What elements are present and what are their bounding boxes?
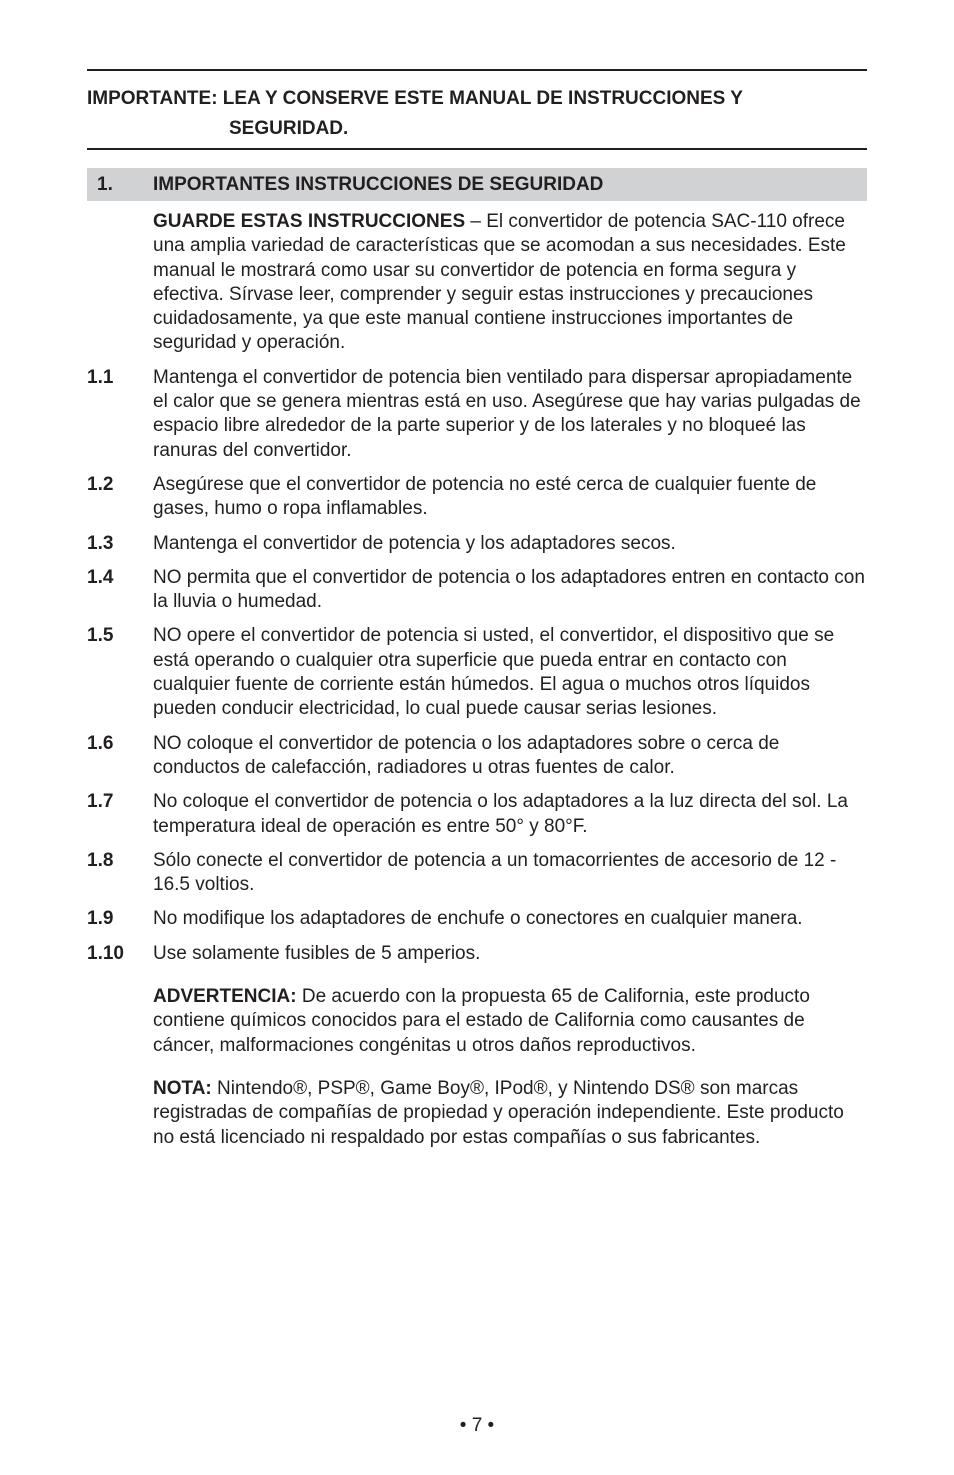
- note-lead: NOTA:: [153, 1077, 212, 1099]
- instruction-item-1-7: [87, 790, 867, 839]
- item-text: NO permita que el convertidor de potencia o los adaptadores entren en contacto con la lluvia o humedad.: [153, 566, 865, 613]
- item-number: 1.2: [87, 473, 114, 495]
- note-paragraph: [153, 1077, 867, 1150]
- important-notice-line-2: SEGURIDAD.: [229, 118, 349, 139]
- note-text: Nintendo®, PSP®, Game Boy®, IPod®, y Nintendo DS® son marcas registradas de compañías de propiedad y operación independiente. Este producto no está licenciado ni respaldado por estas compañías o sus fabricantes.: [153, 1077, 844, 1148]
- instruction-item-1-8: [87, 849, 867, 898]
- instruction-item-1-10: [87, 942, 867, 966]
- item-number: 1.7: [87, 791, 114, 813]
- header-bottom-rule: [87, 148, 867, 150]
- intro-lead: GUARDE ESTAS INSTRUCCIONES: [153, 211, 466, 232]
- intro-text: – El convertidor de potencia SAC-110 ofrece una amplia variedad de características que se acomodan a sus necesidades. Este manual le mostrará como usar su convertidor de potencia en forma segura y efectiva. Sírvase leer, comprender y seguir estas instrucciones y precauciones cuidadosamente, ya que este manual contiene instrucciones importantes de seguridad y operación.: [153, 211, 846, 354]
- instruction-item-1-2: [87, 473, 867, 522]
- item-text: No coloque el convertidor de potencia o los adaptadores a la luz directa del sol. La temperatura ideal de operación es entre 50° y 80°F.: [153, 791, 848, 837]
- item-number: 1.3: [87, 532, 114, 554]
- warning-lead: ADVERTENCIA:: [153, 986, 297, 1008]
- item-number: 1.5: [87, 625, 114, 647]
- item-text: Asegúrese que el convertidor de potencia no esté cerca de cualquier fuente de gases, humo o ropa inflamables.: [153, 473, 817, 520]
- section-number: 1.: [97, 174, 113, 195]
- instruction-item-1-3: [87, 532, 867, 556]
- item-text: No modifique los adaptadores de enchufe o conectores en cualquier manera.: [153, 908, 803, 930]
- intro-paragraph: [153, 210, 867, 356]
- instruction-item-1-1: [87, 366, 867, 463]
- section-title: IMPORTANTES INSTRUCCIONES DE SEGURIDAD: [153, 174, 604, 195]
- important-notice-line-1: IMPORTANTE: LEA Y CONSERVE ESTE MANUAL DE INSTRUCCIONES Y: [87, 88, 743, 109]
- warning-text: De acuerdo con la propuesta 65 de California, este producto contiene químicos conocidos para el estado de California como causantes de cáncer, malformaciones congénitas u otros daños reproductivos.: [153, 986, 810, 1056]
- item-text: NO coloque el convertidor de potencia o los adaptadores sobre o cerca de conductos de calefacción, radiadores u otras fuentes de calor.: [153, 732, 780, 778]
- instruction-item-1-4: [87, 566, 867, 615]
- instructions-body: [87, 210, 867, 1160]
- item-text: Sólo conecte el convertidor de potencia a un tomacorrientes de accesorio de 12 - 16.5 voltios.: [153, 849, 837, 896]
- item-text: Mantenga el convertidor de potencia bien ventilado para dispersar apropiadamente el calor que se genera mientras está en uso. Asegúrese que hay varias pulgadas de espacio libre alrededor de la parte superior y de los laterales y no bloqueé las ranuras del convertidor.: [153, 366, 861, 461]
- item-text: NO opere el convertidor de potencia si usted, el convertidor, el dispositivo que se está operando o cualquier otra superficie que pueda entrar en contacto con cualquier fuente de corriente están húmedos. El agua o muchos otros líquidos pueden conducir electricidad, lo cual puede causar serias lesiones.: [153, 625, 835, 720]
- instruction-item-1-6: [87, 732, 867, 781]
- item-number: 1.10: [87, 942, 124, 964]
- item-text: Use solamente fusibles de 5 amperios.: [153, 942, 481, 964]
- page-number: • 7 •: [459, 1415, 495, 1436]
- item-number: 1.1: [87, 366, 114, 388]
- section-heading: [87, 168, 867, 201]
- item-text: Mantenga el convertidor de potencia y los adaptadores secos.: [153, 532, 676, 554]
- warning-paragraph: [153, 985, 867, 1058]
- item-number: 1.6: [87, 732, 114, 754]
- item-number: 1.9: [87, 908, 114, 930]
- instruction-item-1-5: [87, 624, 867, 721]
- item-number: 1.4: [87, 566, 114, 588]
- top-rule: [87, 69, 867, 71]
- instruction-item-1-9: [87, 907, 867, 931]
- item-number: 1.8: [87, 849, 114, 871]
- important-notice: [87, 84, 867, 144]
